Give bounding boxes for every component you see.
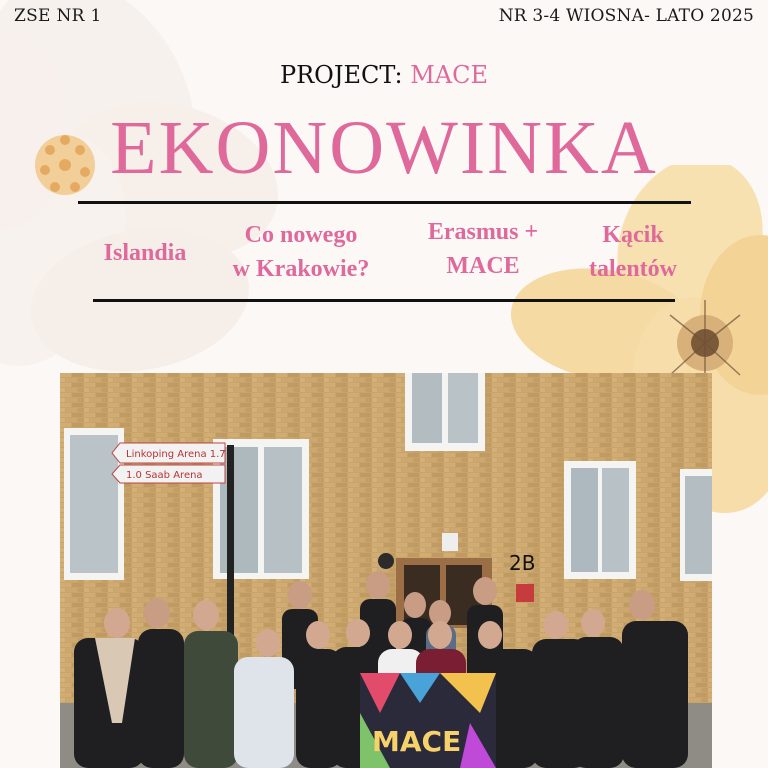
nav-item-islandia[interactable] [88, 236, 202, 270]
issue-label: NR 3-4 WIOSNA- LATO 2025 [498, 6, 754, 26]
nav-item-krakow[interactable] [210, 218, 392, 286]
nav-label: Co nowego [244, 222, 358, 248]
mace-banner [360, 673, 496, 768]
banner-text: MACE [372, 725, 462, 758]
nav-label: w Krakowie? [232, 256, 370, 282]
school-name: ZSE NR 1 [14, 6, 102, 26]
nav-item-erasmus[interactable] [404, 215, 562, 283]
top-divider [78, 201, 691, 204]
sign-line-1: Linkoping Arena 1.7 [126, 449, 226, 460]
nav-label: Kącik [602, 222, 664, 248]
group-photo-illustration [60, 373, 712, 768]
masthead-title: EKONOWINKA [110, 106, 658, 190]
nav-item-kacik[interactable] [566, 218, 700, 286]
sign-line-2: 1.0 Saab Arena [126, 470, 203, 481]
nav-label: Erasmus + [427, 219, 539, 245]
bottom-divider [93, 299, 675, 302]
building-number: 2B [509, 551, 536, 575]
project-name: MACE [410, 61, 489, 89]
group-photo [60, 373, 712, 768]
nav-label: talentów [589, 256, 677, 282]
project-prefix: PROJECT: [279, 61, 403, 89]
flower-left-decoration [0, 0, 320, 400]
nav-label: Islandia [103, 240, 187, 266]
nav-label: MACE [446, 253, 520, 279]
project-line [0, 61, 768, 89]
